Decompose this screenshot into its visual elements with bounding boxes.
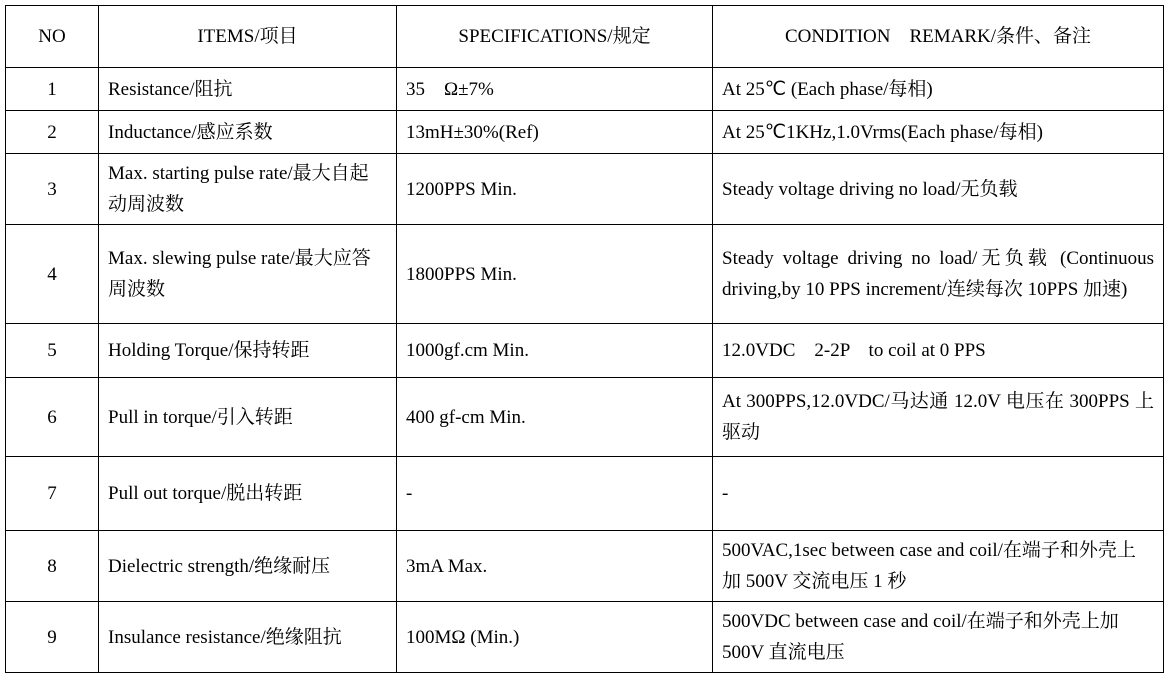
row-condition: 500VAC,1sec between case and coil/在端子和外壳上加 500V 交流电压 1 秒 — [713, 531, 1164, 602]
row-no: 6 — [6, 378, 99, 457]
row-spec: 1800PPS Min. — [397, 225, 713, 324]
row-item: Insulance resistance/绝缘阻抗 — [99, 602, 397, 673]
row-spec: 400 gf-cm Min. — [397, 378, 713, 457]
row-item: Holding Torque/保持转距 — [99, 324, 397, 378]
row-item: Pull in torque/引入转距 — [99, 378, 397, 457]
table-row — [6, 457, 1164, 531]
table-row — [6, 111, 1164, 154]
row-item: Max. slewing pulse rate/最大应答周波数 — [99, 225, 397, 324]
spec-table — [5, 5, 1164, 673]
row-item: Resistance/阻抗 — [99, 68, 397, 111]
row-spec: 35 Ω±7% — [397, 68, 713, 111]
row-condition: At 25℃ (Each phase/每相) — [713, 68, 1164, 111]
row-condition: 12.0VDC 2-2P to coil at 0 PPS — [713, 324, 1164, 378]
row-no: 5 — [6, 324, 99, 378]
row-no: 9 — [6, 602, 99, 673]
table-row — [6, 154, 1164, 225]
header-row — [6, 6, 1164, 68]
row-condition: Steady voltage driving no load/无负载 — [713, 154, 1164, 225]
row-no: 2 — [6, 111, 99, 154]
table-row — [6, 378, 1164, 457]
row-spec: 1000gf.cm Min. — [397, 324, 713, 378]
header-items: ITEMS/项目 — [99, 6, 397, 68]
row-item: Dielectric strength/绝缘耐压 — [99, 531, 397, 602]
row-spec: 1200PPS Min. — [397, 154, 713, 225]
row-no: 4 — [6, 225, 99, 324]
row-spec: 13mH±30%(Ref) — [397, 111, 713, 154]
row-item: Max. starting pulse rate/最大自起动周波数 — [99, 154, 397, 225]
row-no: 3 — [6, 154, 99, 225]
row-no: 8 — [6, 531, 99, 602]
row-condition: Steady voltage driving no load/无负载 (Continuous driving,by 10 PPS increment/连续每次 10PPS 加速) — [713, 225, 1164, 324]
table-row — [6, 602, 1164, 673]
row-no: 1 — [6, 68, 99, 111]
header-specifications: SPECIFICATIONS/规定 — [397, 6, 713, 68]
row-condition: 500VDC between case and coil/在端子和外壳上加 500V 直流电压 — [713, 602, 1164, 673]
row-condition: At 300PPS,12.0VDC/马达通 12.0V 电压在 300PPS 上驱动 — [713, 378, 1164, 457]
table-row — [6, 68, 1164, 111]
spec-table-wrapper — [5, 5, 1164, 673]
header-no: NO — [6, 6, 99, 68]
row-item: Inductance/感应系数 — [99, 111, 397, 154]
table-row — [6, 531, 1164, 602]
table-row — [6, 225, 1164, 324]
row-spec: - — [397, 457, 713, 531]
row-spec: 3mA Max. — [397, 531, 713, 602]
header-condition-remark: CONDITION REMARK/条件、备注 — [713, 6, 1164, 68]
row-condition: At 25℃1KHz,1.0Vrms(Each phase/每相) — [713, 111, 1164, 154]
row-condition: - — [713, 457, 1164, 531]
row-no: 7 — [6, 457, 99, 531]
row-spec: 100MΩ (Min.) — [397, 602, 713, 673]
table-row — [6, 324, 1164, 378]
row-item: Pull out torque/脱出转距 — [99, 457, 397, 531]
